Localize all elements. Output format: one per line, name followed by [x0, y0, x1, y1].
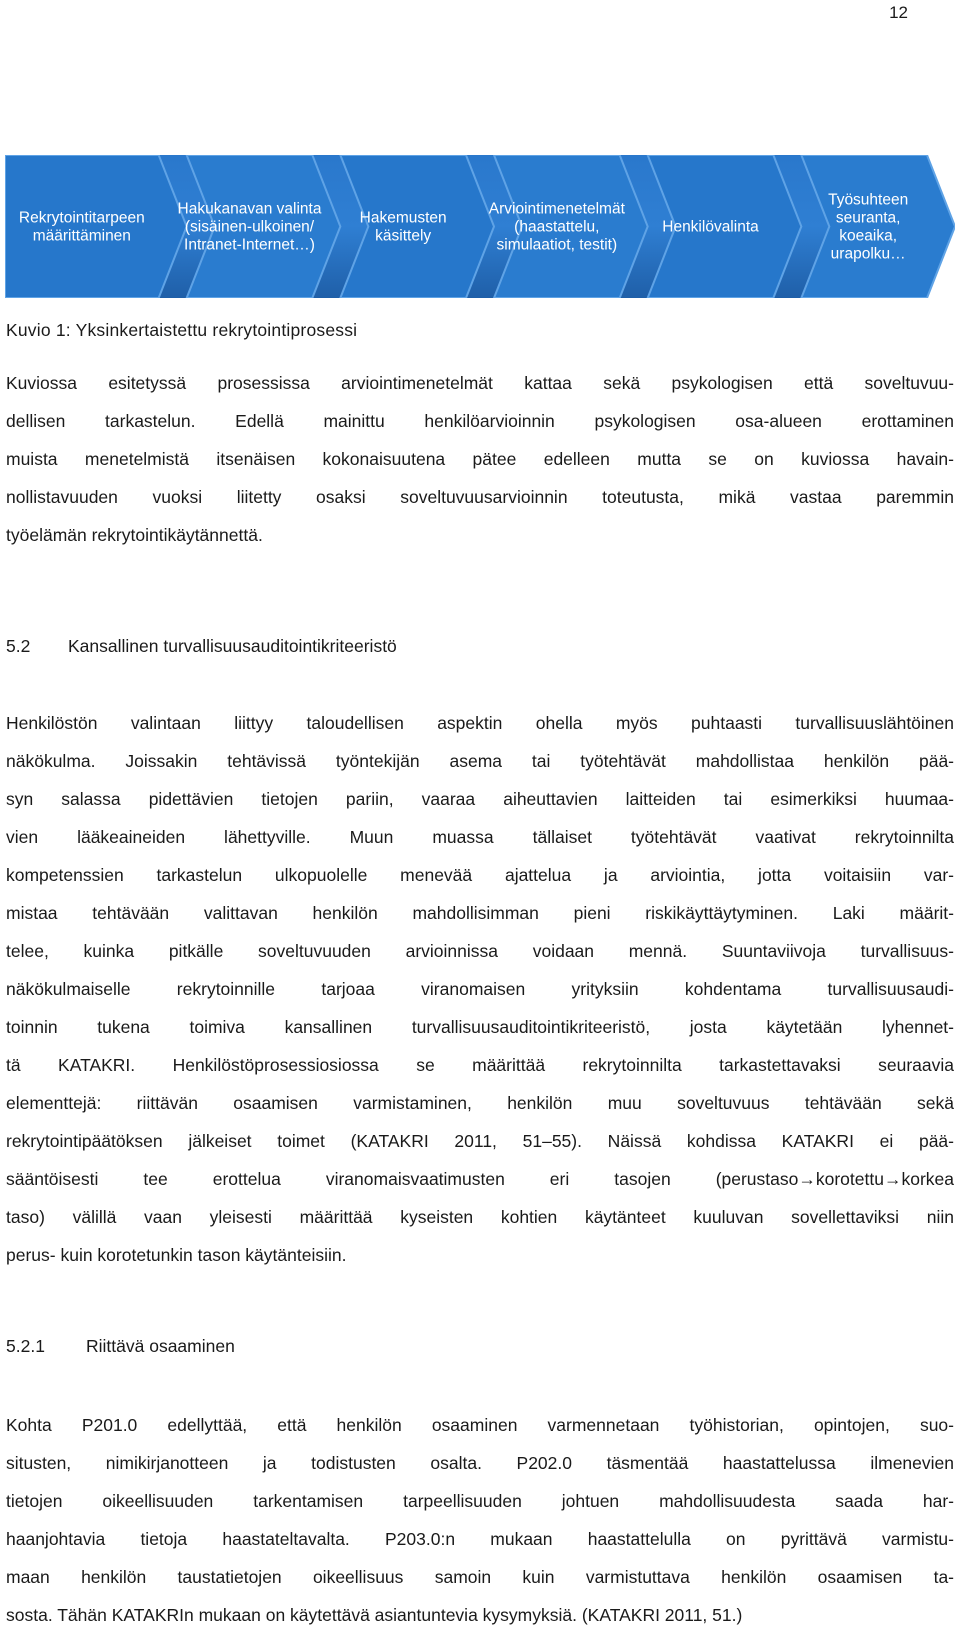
process-step-label-line: seuranta, [835, 209, 901, 227]
text-line: syn salassa pidettävien tietojen pariin, vaaraa aiheuttavien laitteiden tai esimerkiksi huumaa- [6, 789, 954, 809]
text-line: toinnin tukena toimiva kansallinen turvallisuusauditointikriteeristö, josta käytetään lyhennet- [6, 1017, 954, 1037]
section-heading-5-2 [6, 636, 397, 657]
process-step-label-line: Intranet-Internet…) [184, 236, 315, 254]
text-line: perus- kuin korotetunkin tason käytänteisiin. [6, 1245, 347, 1265]
page-number: 12 [889, 3, 908, 22]
text-line: maan henkilön taustatietojen oikeellisuus samoin kuin varmistuttava henkilön osaamisen ta- [6, 1567, 954, 1587]
text-line: tietojen oikeellisuuden tarkentamisen tarpeellisuuden johtuen mahdollisuudesta saada har- [6, 1491, 954, 1511]
text-line: muista menetelmistä itsenäisen kokonaisuutena pätee edelleen mutta se on kuviossa havain- [6, 449, 954, 469]
text-line: työelämän rekrytointikäytännettä. [6, 525, 263, 545]
section-number: 5.2.1 [6, 1336, 45, 1356]
text-line: telee, kuinka pitkälle soveltuvuuden arvioinnissa voidaan mennä. Suuntaviivoja turvallisuus- [6, 941, 954, 961]
text-line: sosta. Tähän KATAKRIn mukaan on käytettävä asiantuntevia kysymyksiä. (KATAKRI 2011, 51.) [6, 1605, 743, 1625]
text-line: Kuviossa esitetyssä prosessissa arviointimenetelmät kattaa sekä psykologisen että soveltuvuu- [6, 373, 954, 393]
text-line: mistaa tehtävään valittavan henkilön mahdollisimman pieni riskikäyttäytyminen. Laki määrit- [6, 903, 954, 923]
process-step-label-line: käsittely [375, 227, 432, 245]
paragraph-2 [6, 704, 954, 1274]
text-line: Henkilöstön valintaan liittyy taloudellisen aspektin ohella myös puhtaasti turvallisuuslähtöinen [6, 713, 954, 733]
paragraph-3 [6, 1406, 954, 1634]
text-line: tä KATAKRI. Henkilöstöprosessiosiossa se määrittää rekrytoinnilta tarkastettavaksi seuraavia [6, 1055, 954, 1075]
process-step-label-line: määrittäminen [32, 227, 131, 245]
text-line: rekrytointipäätöksen jälkeiset toimet (KATAKRI 2011, 51–55). Näissä kohdissa KATAKRI ei pää- [6, 1131, 954, 1151]
process-step-label-line: Hakemusten [359, 209, 447, 227]
section-heading-5-2-1 [6, 1336, 235, 1357]
text-line: taso) välillä vaan yleisesti määrittää kyseisten kohtien käytänteet kuuluvan sovellettaviksi niin [6, 1207, 954, 1227]
process-step-label-line: (haastattelu, [514, 218, 600, 236]
process-step-label-line: Työsuhteen [828, 191, 909, 209]
paragraph-1 [6, 364, 954, 554]
section-title: Kansallinen turvallisuusauditointikriteeristö [68, 636, 397, 656]
process-step-label-line: Rekrytointitarpeen [18, 209, 145, 227]
process-step-label-line: Arviointimenetelmät [488, 200, 625, 218]
process-step-label [178, 201, 322, 254]
text-line: haanjohtavia tietoja haastateltavalta. P203.0:n mukaan haastattelulla on pyrittävä varmistu- [6, 1529, 954, 1549]
figure-caption: Kuvio 1: Yksinkertaistettu rekrytointiprosessi [6, 320, 358, 340]
process-step-label-line: simulaatiot, testit) [496, 236, 618, 254]
text-line: näkökulmaiselle rekrytoinnille tarjoaa viranomaisen yrityksiin kohdentama turvallisuusaudi- [6, 979, 954, 999]
process-step-label-line: Henkilövalinta [662, 218, 759, 236]
process-step-label-line: (sisäinen-ulkoinen/ [184, 218, 315, 236]
text-line: nollistavuuden vuoksi liitetty osaksi soveltuvuusarvioinnin toteutusta, mikä vastaa paremmin [6, 487, 954, 507]
process-step-label [828, 192, 908, 263]
text-line: kompetenssien tarkastelun ulkopuolelle menevää ajattelua ja arviointia, jotta voitaisiin var- [6, 865, 954, 885]
text-line: näkökulma. Joissakin tehtävissä työntekijän asema tai työtehtävät mahdollistaa henkilön pää- [6, 751, 954, 771]
process-step-label-line: urapolku… [830, 245, 906, 263]
process-step-chevron [5, 155, 187, 298]
text-line: dellisen tarkastelun. Edellä mainittu henkilöarvioinnin psykologisen osa-alueen erottaminen [6, 411, 954, 431]
process-step-label [19, 210, 145, 245]
text-line: Kohta P201.0 edellyttää, että henkilön osaaminen varmennetaan työhistorian, opintojen, suo- [6, 1415, 954, 1435]
process-step-label [662, 219, 759, 236]
section-number: 5.2 [6, 636, 31, 656]
recruitment-process-diagram [5, 155, 955, 298]
text-line: vien lääkeaineiden lähettyville. Muun muassa tällaiset työtehtävät vaativat rekrytoinnilta [6, 827, 954, 847]
section-title: Riittävä osaaminen [86, 1336, 235, 1356]
text-line: elementtejä: riittävän osaamisen varmistaminen, henkilön muu soveltuvuus tehtävään sekä [6, 1093, 954, 1113]
process-step-label-line: Hakukanavan valinta [177, 200, 322, 218]
process-step-label-line: koeaika, [839, 227, 898, 245]
text-line: sääntöisesti tee erottelua viranomaisvaatimusten eri tasojen (perustaso→korotettu→korkea [6, 1169, 954, 1189]
text-line: situsten, nimikirjanotteen ja todistusten osalta. P202.0 täsmentää haastattelussa ilmenevien [6, 1453, 954, 1473]
